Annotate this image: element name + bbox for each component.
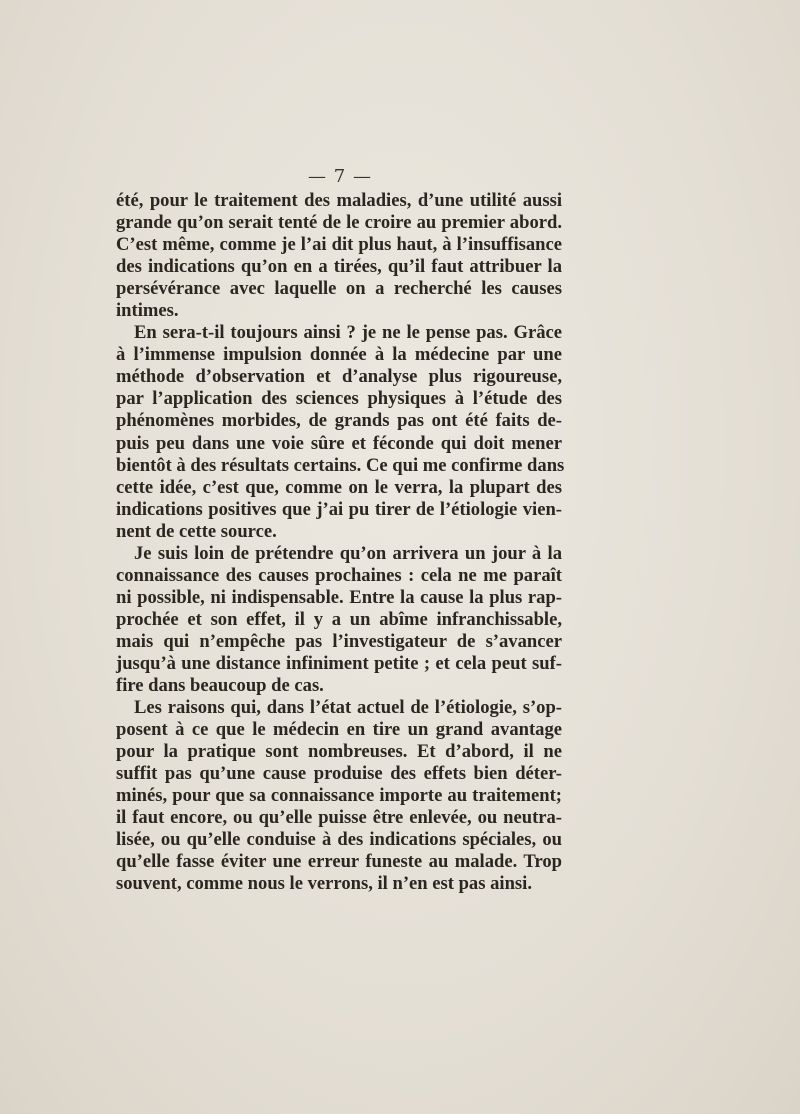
text-line: ni possible, ni indispensable. Entre la cause la plus rap- [116,586,562,608]
paragraph-2 [116,322,565,542]
text-line: minés, pour que sa connaissance importe au traitement; [116,785,562,807]
paragraph-3 [116,543,562,697]
text-line: intimes. [116,300,179,322]
text-line: indications positives que j’ai pu tirer de l’étiologie vien- [116,498,562,520]
text-line: souvent, comme nous le verrons, il n’en est pas ainsi. [116,873,532,895]
text-line: par l’application des sciences physiques à l’étude des [116,388,562,410]
paragraph-1 [116,190,562,322]
text-line: lisée, ou qu’elle conduise à des indications spéciales, ou [116,829,562,851]
text-line: phénomènes morbides, de grands pas ont été faits de- [116,410,562,432]
text-line: qu’elle fasse éviter une erreur funeste au malade. Trop [116,851,562,873]
text-line: grande qu’on serait tenté de le croire au premier abord. [116,212,562,234]
page-number: — 7 — [308,166,372,187]
text-line: pour la pratique sont nombreuses. Et d’abord, il ne [116,741,562,763]
body-text [116,190,565,896]
text-line: été, pour le traitement des maladies, d’une utilité aussi [116,190,562,211]
text-line: persévérance avec laquelle on a recherché les causes [116,278,562,300]
text-line: fire dans beaucoup de cas. [116,675,324,697]
paragraph-4 [116,697,562,895]
text-line: prochée et son effet, il y a un abîme infranchissable, [116,608,562,630]
text-line: cette idée, c’est que, comme on le verra, la plupart des [116,476,562,498]
text-line: En sera-t-il toujours ainsi ? je ne le pense pas. Grâce [134,322,562,344]
text-line: méthode d’observation et d’analyse plus rigoureuse, [116,366,562,388]
text-line: Les raisons qui, dans l’état actuel de l’étiologie, s’op- [134,697,562,719]
text-line: puis peu dans une voie sûre et féconde qui doit mener [116,432,562,454]
text-line: nent de cette source. [116,520,277,542]
text-line: bientôt à des résultats certains. Ce qui me confirme dans [116,454,565,476]
text-line: C’est même, comme je l’ai dit plus haut, à l’insuffisance [116,234,562,256]
text-line: jusqu’à une distance infiniment petite ; et cela peut suf- [116,652,562,674]
text-line: à l’immense impulsion donnée à la médecine par une [116,344,562,366]
text-line: Je suis loin de prétendre qu’on arrivera un jour à la [134,542,562,564]
text-line: suffit pas qu’une cause produise des effets bien déter- [116,763,562,785]
text-line: des indications qu’on en a tirées, qu’il faut attribuer la [116,256,562,278]
text-line: il faut encore, ou qu’elle puisse être enlevée, ou neutra- [116,807,562,829]
text-line: connaissance des causes prochaines : cela ne me paraît [116,564,562,586]
text-line: posent à ce que le médecin en tire un grand avantage [116,719,562,741]
text-line: mais qui n’empêche pas l’investigateur de s’avancer [116,630,562,652]
